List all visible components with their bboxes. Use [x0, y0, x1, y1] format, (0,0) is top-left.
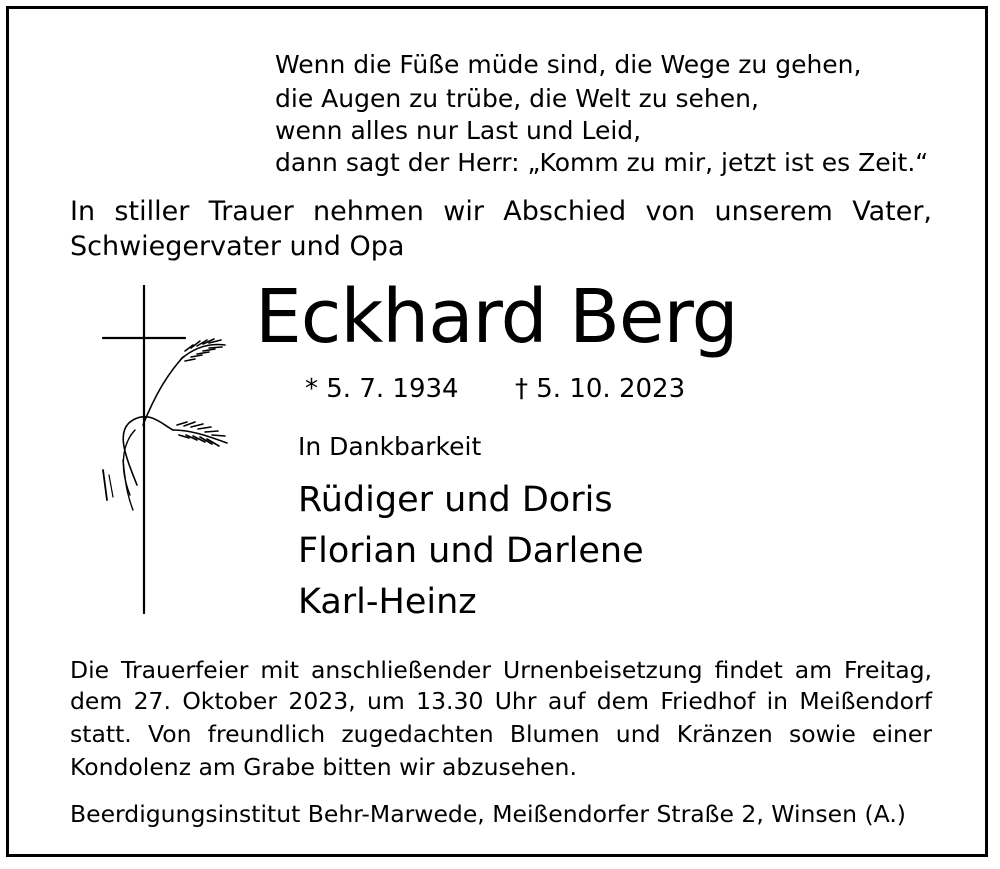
intro-line-1: In stiller Trauer nehmen wir Abschied von unserem Vater,	[70, 196, 932, 227]
funeral-text-line-2: dem 27. Oktober 2023, um 13.30 Uhr auf dem Friedhof in Meißendorf	[70, 687, 932, 715]
death-date: † 5. 10. 2023	[515, 374, 686, 404]
mourner-name: Karl-Heinz	[298, 582, 477, 622]
poem-line-2: die Augen zu trübe, die Welt zu sehen,	[275, 84, 759, 113]
mourner-name: Rüdiger und Doris	[298, 480, 613, 520]
poem-line-3: wenn alles nur Last und Leid,	[275, 116, 642, 145]
poem-line-4: dann sagt der Herr: „Komm zu mir, jetzt ist es Zeit.“	[275, 148, 929, 177]
intro-line-2: Schwiegervater und Opa	[70, 231, 405, 262]
undertaker-info: Beerdigungsinstitut Behr-Marwede, Meißendorfer Straße 2, Winsen (A.)	[70, 800, 906, 828]
funeral-text-line-4: Kondolenz am Grabe bitten wir abzusehen.	[70, 753, 577, 781]
funeral-text-line-3: statt. Von freundlich zugedachten Blumen und Kränzen sowie einer	[70, 720, 932, 748]
poem-line-1: Wenn die Füße müde sind, die Wege zu gehen,	[275, 50, 862, 79]
deceased-name: Eckhard Berg	[255, 274, 738, 360]
birth-date: * 5. 7. 1934	[305, 374, 459, 404]
mourner-name: Florian und Darlene	[298, 531, 644, 571]
funeral-text-line-1: Die Trauerfeier mit anschließender Urnenbeisetzung findet am Freitag,	[70, 656, 932, 684]
cross-with-wheat-icon	[95, 285, 235, 615]
gratitude-heading: In Dankbarkeit	[298, 432, 482, 461]
